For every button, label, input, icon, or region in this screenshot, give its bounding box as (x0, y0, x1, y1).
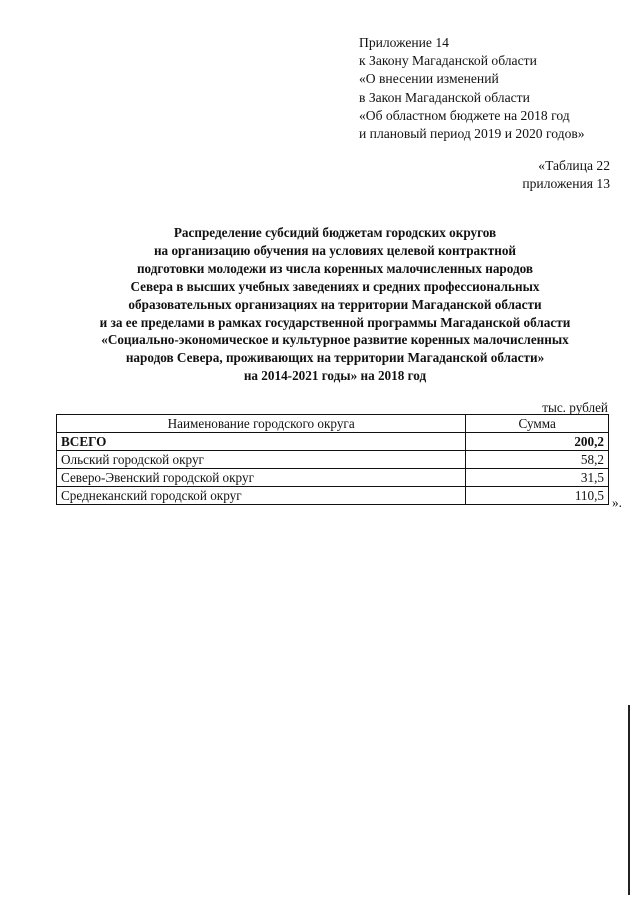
table-reference (522, 157, 610, 193)
table-row (57, 469, 609, 487)
total-amount: 200,2 (466, 433, 609, 451)
table-row (57, 451, 609, 469)
district-name: Северо-Эвенский городской округ (57, 469, 466, 487)
title-line: образовательных организациях на территории Магаданской области (128, 296, 542, 312)
appendix-line: к Закону Магаданской области (359, 53, 537, 69)
title-line: и за ее пределами в рамках государственной программы Магаданской области (99, 314, 571, 330)
appendix-line: «О внесении изменений (359, 71, 499, 87)
title-line: Распределение субсидий бюджетам городских округов (173, 225, 497, 240)
appendix-line: в Закон Магаданской области (359, 89, 530, 105)
appendix-line: Приложение 14 (359, 35, 449, 50)
title-line: «Социально-экономическое и культурное развитие коренных малочисленных (101, 332, 569, 348)
table-header-row (57, 415, 609, 433)
district-name: Среднеканский городской округ (57, 487, 466, 505)
units-label: тыс. рублей (542, 400, 608, 415)
title-line: подготовки молодежи из числа коренных малочисленных народов (136, 260, 534, 276)
title-line: на организацию обучения на условиях целевой контрактной (153, 242, 517, 258)
title-line: на 2014-2021 годы» на 2018 год (243, 368, 427, 384)
district-name: Ольский городской округ (57, 451, 466, 469)
title-line: Севера в высших учебных заведениях и средних профессиональных (130, 278, 540, 294)
district-amount: 110,5 (466, 487, 609, 505)
appendix-header (359, 34, 629, 143)
appendix-line: «Об областном бюджете на 2018 год (359, 107, 570, 123)
appendix-line: и плановый период 2019 и 2020 годов» (359, 126, 585, 142)
table-row-total (57, 433, 609, 451)
scan-edge-line (628, 705, 630, 895)
total-label: ВСЕГО (57, 433, 466, 451)
closing-quote-mark: ». (612, 495, 622, 510)
table-row (57, 487, 609, 505)
district-amount: 58,2 (466, 451, 609, 469)
title-line: народов Севера, проживающих на территории Магаданской области» (125, 350, 545, 366)
table-reference-line: «Таблица 22 (538, 158, 610, 173)
district-amount: 31,5 (466, 469, 609, 487)
subsidy-table (56, 414, 609, 505)
document-title (40, 224, 630, 385)
column-header-district: Наименование городского округа (57, 415, 466, 433)
table-reference-line: приложения 13 (522, 176, 610, 191)
column-header-amount: Сумма (466, 415, 609, 433)
